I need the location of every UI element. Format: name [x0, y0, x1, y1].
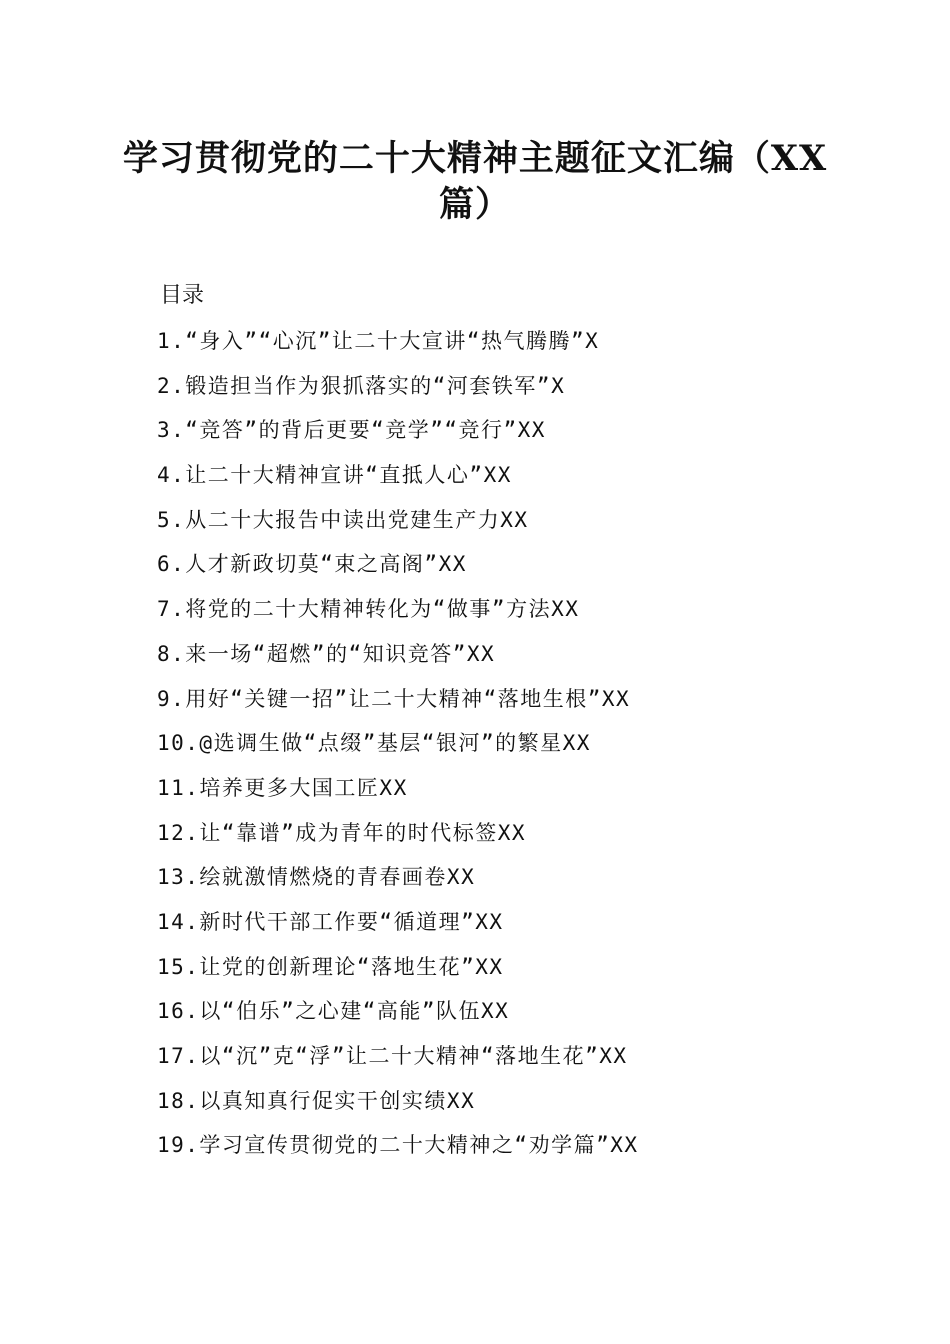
toc-item: 7.将党的二十大精神转化为“做事”方法XX — [157, 597, 580, 622]
toc-item: 12.让“靠谱”成为青年的时代标签XX — [157, 820, 527, 845]
toc-item: 5.从二十大报告中读出党建生产力XX — [157, 507, 529, 532]
toc-item: 17.以“沉”克“浮”让二十大精神“落地生花”XX — [157, 1044, 628, 1068]
toc-item: 4.让二十大精神宣讲“直抵人心”XX — [157, 463, 512, 488]
toc-item: 3.“竞答”的背后更要“竞学”“竞行”XX — [157, 418, 546, 443]
toc-item: 16.以“伯乐”之心建“高能”队伍XX — [157, 999, 510, 1024]
toc-item: 9.用好“关键一招”让二十大精神“落地生根”XX — [157, 686, 631, 711]
document-title: 学习贯彻党的二十大精神主题征文汇编（XX篇） — [122, 138, 828, 225]
table-of-contents — [157, 325, 857, 1174]
toc-item: 2.锻造担当作为狠抓落实的“河套铁军”X — [157, 373, 566, 398]
toc-item: 8.来一场“超燃”的“知识竞答”XX — [157, 641, 496, 666]
toc-item: 19.学习宣传贯彻党的二十大精神之“劝学篇”XX — [157, 1133, 639, 1158]
toc-item: 18.以真知真行促实干创实绩XX — [157, 1088, 476, 1113]
toc-heading: 目录 — [160, 283, 205, 308]
toc-item: 11.培养更多大国工匠XX — [157, 775, 408, 800]
toc-item: 14.新时代干部工作要“循道理”XX — [157, 909, 504, 934]
toc-item: 10.@选调生做“点缀”基层“银河”的繁星XX — [157, 731, 591, 756]
toc-item: 15.让党的创新理论“落地生花”XX — [157, 954, 504, 979]
toc-item: 1.“身入”“心沉”让二十大宣讲“热气腾腾”X — [157, 329, 600, 353]
toc-item: 6.人才新政切莫“束之高阁”XX — [157, 552, 467, 577]
toc-item: 13.绘就激情燃烧的青春画卷XX — [157, 865, 476, 890]
